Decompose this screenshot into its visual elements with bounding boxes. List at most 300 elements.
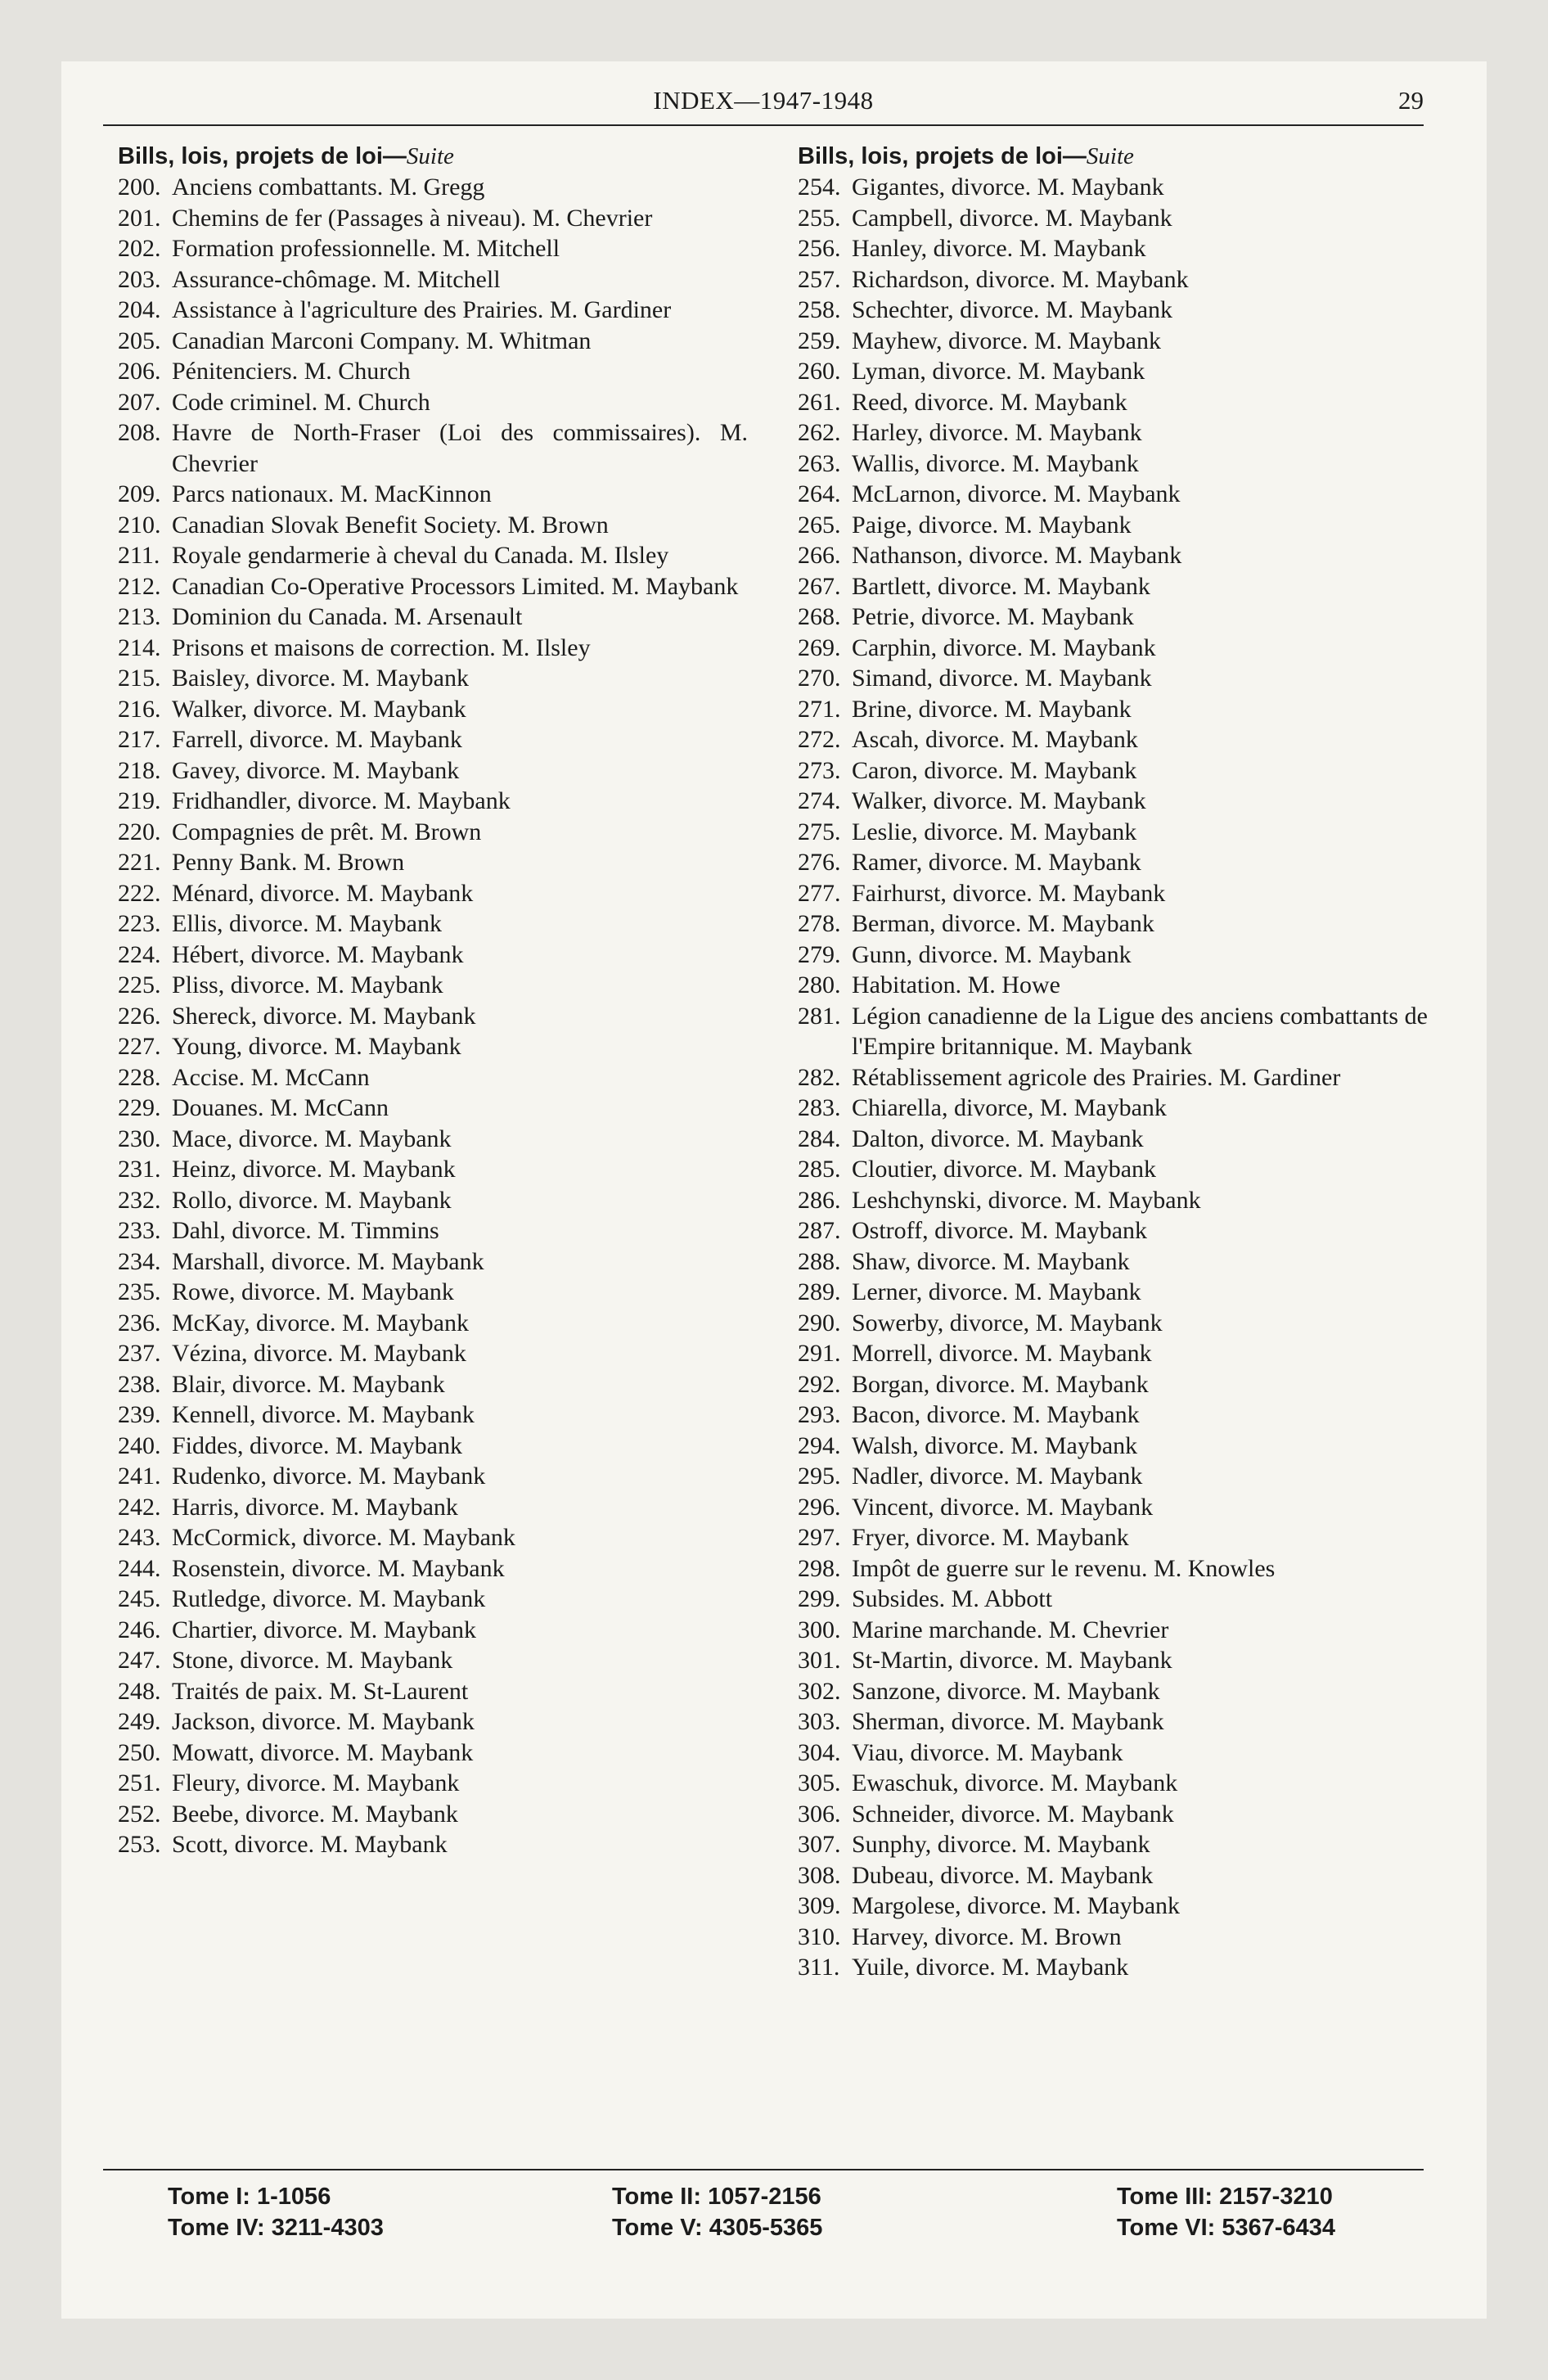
index-entry [798,172,1428,203]
entry-text: Sherman, divorce. M. Maybank [852,1708,1164,1735]
entry-number: 275. [798,818,841,845]
index-entry [118,878,748,909]
index-entry [118,1093,748,1124]
entry-text: Sowerby, divorce, M. Maybank [852,1309,1163,1336]
entry-number: 225. [118,971,161,998]
entry-text: Légion canadienne de la Ligue des anciens combattants de l'Empire britannique. M. Maybank [852,1002,1428,1060]
index-entry [118,694,748,725]
entry-text: Chartier, divorce. M. Maybank [172,1616,477,1643]
entry-text: Carphin, divorce. M. Maybank [852,633,1156,661]
entry-text: Jackson, divorce. M. Maybank [172,1708,475,1735]
entry-number: 212. [118,572,161,600]
entry-number: 221. [118,849,161,876]
index-entry [798,1553,1428,1584]
index-entry [798,786,1428,817]
index-entry [798,1706,1428,1738]
entry-text: Marine marchande. M. Chevrier [852,1616,1169,1643]
entry-number: 267. [798,572,841,600]
index-entry [118,1431,748,1462]
index-entry [798,1860,1428,1891]
index-entry [118,417,748,479]
index-entry [798,970,1428,1001]
entry-number: 284. [798,1125,841,1152]
index-entry [118,1185,748,1216]
entry-text: Fridhandler, divorce. M. Maybank [172,787,511,814]
left-entry-list [118,172,748,1860]
entry-text: Bartlett, divorce. M. Maybank [852,572,1150,600]
entry-text: Farrell, divorce. M. Maybank [172,726,462,753]
heading-text: Bills, lois, projets de loi— [118,143,407,169]
entry-text: St-Martin, divorce. M. Maybank [852,1647,1172,1674]
entry-number: 217. [118,726,161,753]
entry-number: 286. [798,1186,841,1214]
index-entry [798,755,1428,787]
index-entry [118,1001,748,1032]
entry-text: Parcs nationaux. M. MacKinnon [172,480,492,507]
entry-number: 215. [118,665,161,692]
entry-number: 256. [798,235,841,262]
entry-text: Vincent, divorce. M. Maybank [852,1493,1154,1521]
index-entry [118,755,748,787]
heading-suite: Suite [406,143,454,169]
entry-text: Baisley, divorce. M. Maybank [172,665,469,692]
entry-text: Impôt de guerre sur le revenu. M. Knowles [852,1554,1276,1582]
index-entry [118,1522,748,1553]
entry-number: 210. [118,511,161,539]
entry-text: Chemins de fer (Passages à niveau). M. Chevrier [172,204,653,232]
entry-text: Traités de paix. M. St-Laurent [172,1677,469,1705]
entry-number: 274. [798,787,841,814]
index-entry [118,172,748,203]
index-entry [118,1277,748,1308]
index-entry [798,1369,1428,1400]
index-entry [118,540,748,571]
entry-number: 237. [118,1340,161,1367]
entry-number: 279. [798,940,841,968]
index-entry [798,847,1428,878]
entry-number: 309. [798,1892,841,1919]
index-entry [118,1584,748,1615]
index-entry [798,1615,1428,1646]
entry-number: 223. [118,910,161,937]
entry-number: 202. [118,235,161,262]
entry-text: Compagnies de prêt. M. Brown [172,818,482,845]
index-entry [798,1001,1428,1062]
entry-number: 224. [118,940,161,968]
entry-number: 229. [118,1094,161,1121]
entry-number: 294. [798,1431,841,1459]
entry-number: 280. [798,971,841,998]
entry-number: 204. [118,296,161,323]
entry-text: Brine, divorce. M. Maybank [852,695,1132,723]
index-entry [798,356,1428,387]
entry-number: 205. [118,327,161,354]
heading-suite: Suite [1086,143,1134,169]
entry-text: Canadian Marconi Company. M. Whitman [172,327,592,354]
entry-number: 200. [118,174,161,201]
entry-number: 282. [798,1063,841,1091]
entry-number: 214. [118,633,161,661]
right-entry-list [798,172,1428,1983]
index-entry [798,233,1428,264]
index-entry [118,1768,748,1799]
index-entry [118,1215,748,1246]
entry-number: 277. [798,879,841,907]
entry-number: 227. [118,1033,161,1060]
entry-text: Dubeau, divorce. M. Maybank [852,1861,1154,1889]
index-entry [118,510,748,541]
entry-text: Margolese, divorce. M. Maybank [852,1892,1181,1919]
entry-number: 305. [798,1769,841,1796]
entry-text: Code criminel. M. Church [172,388,430,416]
entry-number: 254. [798,174,841,201]
entry-number: 276. [798,849,841,876]
index-entry [118,786,748,817]
entry-text: Marshall, divorce. M. Maybank [172,1247,484,1275]
index-entry [118,1676,748,1707]
entry-number: 244. [118,1554,161,1582]
entry-number: 201. [118,204,161,232]
index-entry [798,1952,1428,1983]
entry-number: 285. [798,1156,841,1183]
entry-number: 262. [798,419,841,446]
entry-number: 233. [118,1217,161,1244]
index-entry [118,203,748,234]
index-entry [798,1922,1428,1953]
entry-text: Richardson, divorce. M. Maybank [852,265,1189,293]
index-entry [798,1584,1428,1615]
entry-number: 219. [118,787,161,814]
index-entry [118,1338,748,1369]
index-entry [798,878,1428,909]
entry-text: Petrie, divorce. M. Maybank [852,603,1134,630]
entry-number: 247. [118,1647,161,1674]
entry-text: Yuile, divorce. M. Maybank [852,1954,1129,1981]
entry-number: 241. [118,1463,161,1490]
entry-number: 208. [118,419,161,446]
entry-text: Harris, divorce. M. Maybank [172,1493,458,1521]
entry-text: Anciens combattants. M. Gregg [172,174,485,201]
entry-number: 232. [118,1186,161,1214]
entry-number: 302. [798,1677,841,1705]
index-entry [118,602,748,633]
index-entry [798,387,1428,418]
entry-text: Gigantes, divorce. M. Maybank [852,174,1164,201]
entry-text: Fiddes, divorce. M. Maybank [172,1431,462,1459]
header-rule [103,124,1424,126]
entry-number: 307. [798,1831,841,1858]
index-entry [798,1124,1428,1155]
entry-text: Pliss, divorce. M. Maybank [172,971,443,998]
index-entry [118,940,748,971]
entry-number: 260. [798,358,841,385]
entry-number: 295. [798,1463,841,1490]
index-entry [798,817,1428,848]
index-entry [118,908,748,940]
entry-number: 240. [118,1431,161,1459]
index-entry [798,1768,1428,1799]
index-entry [798,1829,1428,1860]
footer-rule [103,2169,1424,2170]
entry-text: Reed, divorce. M. Maybank [852,388,1127,416]
entry-text: Rollo, divorce. M. Maybank [172,1186,452,1214]
index-entry [798,1246,1428,1278]
entry-number: 263. [798,449,841,477]
entry-text: McCormick, divorce. M. Maybank [172,1524,515,1551]
index-entry [118,479,748,510]
index-entry [118,264,748,295]
entry-text: Rétablissement agricole des Prairies. M. Gardiner [852,1063,1341,1091]
index-entry [118,356,748,387]
index-entry [798,449,1428,480]
entry-number: 230. [118,1125,161,1152]
entry-number: 238. [118,1370,161,1398]
tome-range: Tome IV: 3211-4303 [168,2215,384,2241]
entry-text: Viau, divorce. M. Maybank [852,1738,1123,1766]
index-entry [118,1492,748,1523]
entry-number: 311. [798,1954,840,1981]
entry-number: 213. [118,603,161,630]
entry-number: 218. [118,756,161,784]
entry-number: 268. [798,603,841,630]
entry-number: 299. [798,1585,841,1612]
entry-text: McLarnon, divorce. M. Maybank [852,480,1181,507]
index-entry [118,1031,748,1062]
entry-number: 226. [118,1002,161,1030]
entry-text: Gavey, divorce. M. Maybank [172,756,460,784]
entry-number: 253. [118,1831,161,1858]
index-entry [118,1246,748,1278]
entry-text: Beebe, divorce. M. Maybank [172,1800,458,1828]
entry-text: Formation professionnelle. M. Mitchell [172,235,560,262]
index-entry [118,1553,748,1584]
index-entry [798,1062,1428,1093]
entry-text: Ostroff, divorce. M. Maybank [852,1217,1148,1244]
entry-number: 255. [798,204,841,232]
heading-text: Bills, lois, projets de loi— [798,143,1087,169]
entry-number: 291. [798,1340,841,1367]
page-title: INDEX—1947-1948 [653,86,874,115]
entry-number: 222. [118,879,161,907]
entry-number: 259. [798,327,841,354]
entry-number: 272. [798,726,841,753]
entry-text: Sunphy, divorce. M. Maybank [852,1831,1150,1858]
index-entry [118,571,748,602]
index-entry [798,1799,1428,1830]
index-entry [798,1645,1428,1676]
entry-text: Havre de North-Fraser (Loi des commissaires). M. Chevrier [172,419,748,477]
entry-number: 251. [118,1769,161,1796]
entry-number: 234. [118,1247,161,1275]
entry-number: 209. [118,480,161,507]
entry-number: 293. [798,1401,841,1428]
entry-number: 278. [798,910,841,937]
index-entry [118,847,748,878]
tome-range: Tome V: 4305-5365 [612,2215,823,2241]
entry-number: 266. [798,542,841,569]
entry-text: Scott, divorce. M. Maybank [172,1831,448,1858]
entry-number: 207. [118,388,161,416]
entry-number: 248. [118,1677,161,1705]
entry-text: Lerner, divorce. M. Maybank [852,1278,1141,1305]
entry-text: Shaw, divorce. M. Maybank [852,1247,1130,1275]
entry-text: Dalton, divorce. M. Maybank [852,1125,1144,1152]
index-entry [798,602,1428,633]
index-entry [798,1093,1428,1124]
right-column [798,141,1428,1983]
entry-text: Fleury, divorce. M. Maybank [172,1769,460,1796]
entry-text: Kennell, divorce. M. Maybank [172,1401,475,1428]
entry-number: 270. [798,665,841,692]
entry-text: Canadian Co-Operative Processors Limited. M. Maybank [172,572,739,600]
entry-text: Walker, divorce. M. Maybank [852,787,1146,814]
entry-text: Hanley, divorce. M. Maybank [852,235,1146,262]
index-entry [118,1829,748,1860]
entry-number: 308. [798,1861,841,1889]
entry-text: Mayhew, divorce. M. Maybank [852,327,1161,354]
index-entry [798,1492,1428,1523]
entry-text: Dominion du Canada. M. Arsenault [172,603,523,630]
entry-text: Walsh, divorce. M. Maybank [852,1431,1138,1459]
entry-text: Fryer, divorce. M. Maybank [852,1524,1129,1551]
index-entry [798,1308,1428,1339]
entry-number: 261. [798,388,841,416]
entry-number: 250. [118,1738,161,1766]
index-entry [798,295,1428,326]
entry-text: Lyman, divorce. M. Maybank [852,358,1145,385]
entry-number: 281. [798,1002,841,1030]
index-entry [798,663,1428,694]
entry-text: Schechter, divorce. M. Maybank [852,296,1173,323]
entry-text: Gunn, divorce. M. Maybank [852,940,1132,968]
entry-number: 296. [798,1493,841,1521]
index-entry [118,817,748,848]
entry-number: 258. [798,296,841,323]
entry-number: 249. [118,1708,161,1735]
entry-text: Young, divorce. M. Maybank [172,1033,461,1060]
entry-text: Rowe, divorce. M. Maybank [172,1278,454,1305]
entry-number: 211. [118,542,160,569]
entry-number: 271. [798,695,841,723]
entry-text: Rosenstein, divorce. M. Maybank [172,1554,505,1582]
index-entry [798,540,1428,571]
index-entry [118,970,748,1001]
entry-text: Prisons et maisons de correction. M. Ilsley [172,633,591,661]
entry-number: 310. [798,1922,841,1950]
entry-text: Ménard, divorce. M. Maybank [172,879,474,907]
entry-text: Harvey, divorce. M. Brown [852,1922,1122,1950]
entry-text: Mowatt, divorce. M. Maybank [172,1738,474,1766]
index-entry [798,1891,1428,1922]
entry-text: Ascah, divorce. M. Maybank [852,726,1138,753]
index-entry [798,694,1428,725]
entry-text: Habitation. M. Howe [852,971,1060,998]
index-entry [798,724,1428,755]
entry-number: 243. [118,1524,161,1551]
tome-range: Tome I: 1-1056 [168,2184,331,2210]
entry-text: Shereck, divorce. M. Maybank [172,1002,476,1030]
index-entry [798,1431,1428,1462]
entry-number: 236. [118,1309,161,1336]
index-entry [798,326,1428,357]
tome-range: Tome VI: 5367-6434 [1117,2215,1336,2241]
index-entry [798,571,1428,602]
entry-text: Leshchynski, divorce. M. Maybank [852,1186,1201,1214]
index-entry [798,1738,1428,1769]
index-entry [798,1185,1428,1216]
tome-range: Tome III: 2157-3210 [1117,2184,1333,2210]
entry-text: Douanes. M. McCann [172,1094,389,1121]
entry-text: Simand, divorce. M. Maybank [852,665,1152,692]
index-entry [798,1154,1428,1185]
index-entry [118,1645,748,1676]
entry-text: Stone, divorce. M. Maybank [172,1647,453,1674]
entry-text: Canadian Slovak Benefit Society. M. Brown [172,511,609,539]
entry-text: Assistance à l'agriculture des Prairies. M. Gardiner [172,296,672,323]
left-column [118,141,748,1860]
entry-number: 239. [118,1401,161,1428]
entry-text: Rutledge, divorce. M. Maybank [172,1585,486,1612]
index-entry [118,633,748,664]
index-entry [798,940,1428,971]
entry-text: Schneider, divorce. M. Maybank [852,1800,1174,1828]
entry-number: 290. [798,1309,841,1336]
entry-text: Penny Bank. M. Brown [172,849,405,876]
entry-text: Borgan, divorce. M. Maybank [852,1370,1149,1398]
index-entry [798,633,1428,664]
index-entry [798,1215,1428,1246]
right-column-heading [798,141,1428,172]
entry-number: 301. [798,1647,841,1674]
index-entry [798,1400,1428,1431]
index-entry [118,326,748,357]
index-entry [118,295,748,326]
entry-text: Ewaschuk, divorce. M. Maybank [852,1769,1178,1796]
entry-number: 269. [798,633,841,661]
entry-text: Leslie, divorce. M. Maybank [852,818,1137,845]
index-entry [118,1461,748,1492]
index-entry [118,1738,748,1769]
entry-text: Heinz, divorce. M. Maybank [172,1156,456,1183]
entry-number: 235. [118,1278,161,1305]
entry-text: Ramer, divorce. M. Maybank [852,849,1141,876]
index-entry [118,1615,748,1646]
index-entry [798,1338,1428,1369]
entry-text: Chiarella, divorce, M. Maybank [852,1094,1167,1121]
entry-number: 206. [118,358,161,385]
index-entry [118,1062,748,1093]
index-entry [798,1277,1428,1308]
entry-number: 298. [798,1554,841,1582]
entry-text: Campbell, divorce. M. Maybank [852,204,1172,232]
entry-number: 304. [798,1738,841,1766]
index-entry [118,1369,748,1400]
entry-number: 246. [118,1616,161,1643]
entry-text: Royale gendarmerie à cheval du Canada. M. Ilsley [172,542,669,569]
page-number: 29 [1398,86,1424,115]
entry-number: 273. [798,756,841,784]
entry-number: 231. [118,1156,161,1183]
index-entry [118,1400,748,1431]
entry-text: Subsides. M. Abbott [852,1585,1053,1612]
index-entry [118,1124,748,1155]
entry-text: Hébert, divorce. M. Maybank [172,940,464,968]
entry-number: 203. [118,265,161,293]
entry-number: 242. [118,1493,161,1521]
entry-text: Berman, divorce. M. Maybank [852,910,1154,937]
entry-number: 303. [798,1708,841,1735]
entry-text: McKay, divorce. M. Maybank [172,1309,469,1336]
